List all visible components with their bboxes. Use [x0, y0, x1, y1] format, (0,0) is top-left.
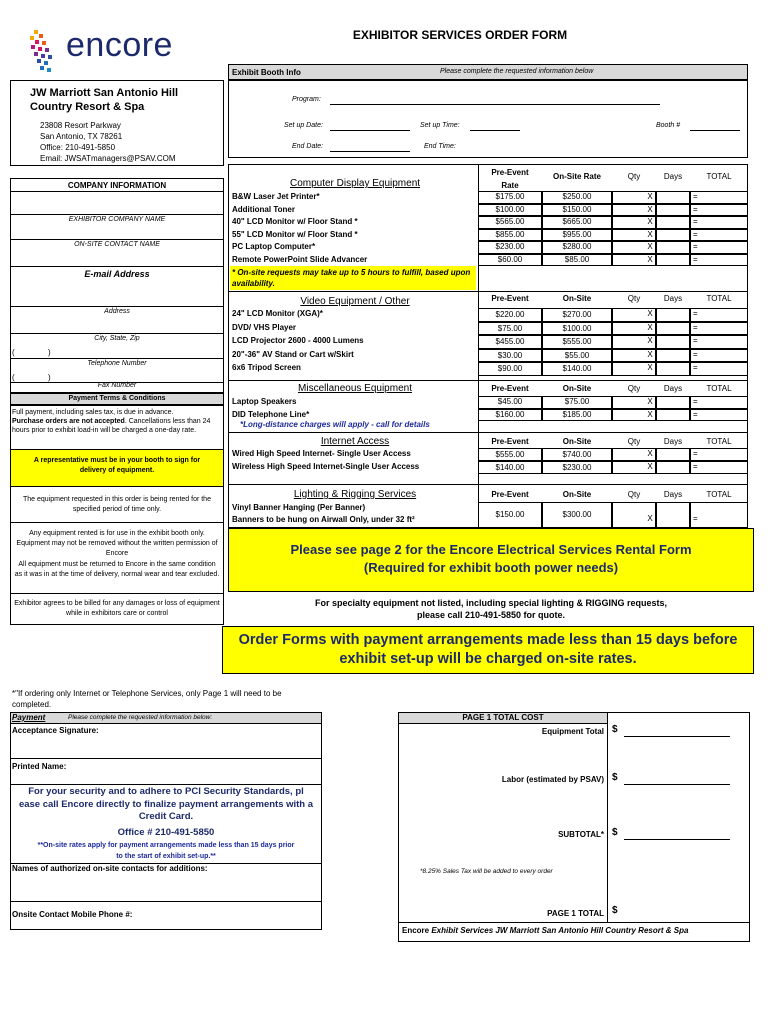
pre-event-price: $100.00	[478, 204, 542, 217]
payment-office-phone: Office # 210-491-5850	[117, 827, 215, 838]
totals-heading: PAGE 1 TOTAL COST	[462, 713, 544, 722]
onsite-price: $740.00	[542, 448, 612, 461]
footer-venue: Encore Exhibit Services JW Marriott San Antonio Hill Country Resort & Spa	[402, 926, 689, 935]
booth-number-field[interactable]	[690, 130, 740, 131]
days-input[interactable]	[656, 362, 690, 376]
pre-event-price: $45.00	[478, 396, 542, 409]
lighting-pre-price: $150.00	[478, 502, 542, 528]
equipment-item-name: 40" LCD Monitor w/ Floor Stand *	[232, 217, 358, 226]
internet-days-header: Days	[663, 437, 683, 446]
equipment-item-name: Additional Toner	[232, 204, 295, 214]
eq-mark: =	[693, 363, 698, 372]
equipment-item-name: PC Laptop Computer*	[232, 242, 316, 251]
city-field[interactable]	[10, 333, 224, 334]
lighting-item-line-1: Vinyl Banner Hanging (Per Banner)	[232, 503, 366, 512]
total-cell	[690, 335, 748, 349]
authorized-contacts-label: Names of authorized on-site contacts for additions:	[12, 864, 208, 873]
lighting-x-mark: X	[647, 514, 653, 523]
video-total-header: TOTAL	[706, 294, 732, 303]
booth-info-instruction: Please complete the requested information below	[440, 68, 594, 75]
total-header: TOTAL	[706, 172, 732, 181]
total-cell	[690, 216, 748, 229]
end-time-label: End Time:	[424, 143, 456, 150]
pre-event-price: $855.00	[478, 229, 542, 242]
lighting-section-title: Lighting & Rigging Services	[293, 489, 417, 500]
days-input[interactable]	[656, 241, 690, 254]
payment-instruction: Please complete the requested information below:	[68, 714, 213, 721]
page-total-dollar: $	[612, 905, 618, 916]
total-cell	[690, 461, 748, 474]
telephone-field[interactable]	[10, 358, 224, 359]
x-mark: X	[647, 254, 653, 264]
total-cell	[690, 254, 748, 267]
total-cell	[690, 241, 748, 254]
onsite-price: $955.00	[542, 229, 612, 242]
video-qty-header: Qty	[627, 294, 641, 303]
days-input[interactable]	[656, 229, 690, 242]
labor-dollar: $	[612, 772, 618, 783]
days-input[interactable]	[656, 308, 690, 322]
company-info-heading: COMPANY INFORMATION	[67, 181, 167, 190]
video-onsite-header: On-Site	[562, 294, 592, 303]
x-mark: X	[647, 363, 653, 372]
booth-info-label: Exhibit Booth Info	[232, 68, 301, 77]
onsite-price: $250.00	[542, 191, 612, 204]
eq-mark: =	[693, 309, 698, 318]
equipment-item-name: Remote PowerPoint Slide Advancer	[232, 254, 368, 264]
labor-label: Labor (estimated by PSAV)	[501, 775, 604, 784]
eq-mark: =	[693, 397, 698, 406]
tax-note: *8.25% Sales Tax will be added to every order	[420, 868, 553, 875]
equipment-total-label: Equipment Total	[541, 727, 604, 736]
security-note: For your security and to adhere to PCI Security Standards, pl ease call Encore directly to finalize payment arrangements with a Credit Card.	[18, 786, 314, 822]
equipment-item-name: Wireless High Speed Internet-Single User Access	[232, 462, 420, 471]
pre-event-price: $455.00	[478, 335, 542, 349]
computer-note: * On-site requests may take up to 5 hours to fulfill, based upon availability.	[232, 268, 471, 288]
equipment-item-name: LCD Projector 2600 - 4000 Lumens	[232, 336, 364, 345]
internet-total-header: TOTAL	[706, 437, 732, 446]
fax-label: Fax Number	[97, 382, 137, 389]
signature-field[interactable]	[10, 758, 322, 759]
lighting-days-header: Days	[663, 490, 683, 499]
eq-mark: =	[693, 409, 698, 419]
x-mark: X	[647, 397, 653, 406]
email-label: E-mail Address	[84, 269, 150, 279]
x-mark: X	[647, 229, 653, 239]
subtotal-field[interactable]	[624, 839, 730, 840]
use-note: Any equipment rented is for use in the exhibit booth only. Equipment may not be removed without the written permission of Encore	[16, 530, 218, 557]
venue-name: JW Marriott San Antonio Hill Country Resort & Spa	[30, 87, 179, 113]
video-section-title: Video Equipment / Other	[300, 296, 410, 307]
misc-note: *Long-distance charges will apply - call for details	[240, 420, 430, 429]
pre-event-price: $30.00	[478, 349, 542, 363]
misc-section-title: Miscellaneous Equipment	[298, 383, 412, 394]
terms-heading: Payment Terms & Conditions	[68, 395, 166, 402]
eq-mark: =	[693, 204, 698, 214]
onsite-price: $185.00	[542, 409, 612, 422]
program-label: Program:	[292, 96, 321, 103]
days-input[interactable]	[656, 191, 690, 204]
onsite-price: $75.00	[542, 396, 612, 409]
total-cell	[690, 448, 748, 461]
onsite-price: $230.00	[542, 461, 612, 474]
lighting-total-header: TOTAL	[706, 490, 732, 499]
rep-note: A representative must be in your booth to sign for delivery of equipment.	[33, 457, 201, 474]
internet-qty-header: Qty	[627, 437, 641, 446]
lighting-days-input[interactable]	[656, 502, 690, 528]
total-cell	[690, 308, 748, 322]
specialty-note-2: please call 210-491-5850 for quote.	[416, 610, 566, 620]
printed-name-label: Printed Name:	[12, 762, 67, 771]
days-input[interactable]	[656, 409, 690, 422]
electrical-notice-1: Please see page 2 for the Encore Electrical Services Rental Form	[290, 542, 692, 557]
equipment-item-name: 20"-36" AV Stand or Cart w/Skirt	[232, 349, 354, 359]
end-date-label: End Date:	[292, 143, 324, 150]
lighting-onsite-header: On-Site	[562, 490, 592, 499]
end-date-field[interactable]	[330, 151, 410, 152]
terms-text-1: Full payment, including sales tax, is due in advance.	[12, 409, 174, 416]
page-title: EXHIBITOR SERVICES ORDER FORM	[352, 28, 568, 42]
onsite-price: $85.00	[542, 254, 612, 267]
subtotal-dollar: $	[612, 827, 618, 838]
pre-event-price: $75.00	[478, 322, 542, 336]
terms-text-2: Purchase orders are not accepted. Cancellations less than 24 hours prior to exhibit load-in will be charged a one-day rate.	[12, 418, 211, 434]
page-total-label: PAGE 1 TOTAL	[547, 909, 604, 918]
city-label: City, State, Zip	[94, 335, 140, 342]
x-mark: X	[647, 309, 653, 318]
fax-paren-open: (	[12, 373, 15, 382]
onsite-price: $555.00	[542, 335, 612, 349]
video-pre-event-header: Pre-Event	[491, 294, 529, 303]
days-input[interactable]	[656, 204, 690, 217]
days-input[interactable]	[656, 216, 690, 229]
x-mark: X	[647, 349, 653, 359]
eq-mark: =	[693, 217, 698, 226]
lighting-onsite-price: $300.00	[542, 502, 612, 528]
pre-event-price: $175.00	[478, 191, 542, 204]
internet-pre-event-header: Pre-Event	[491, 437, 529, 446]
days-input[interactable]	[656, 349, 690, 363]
x-mark: X	[647, 462, 653, 471]
equipment-item-name: Laptop Speakers	[232, 397, 297, 406]
subtotal-label: SUBTOTAL*	[558, 830, 604, 839]
fax-paren-close: )	[48, 373, 51, 382]
encore-logo-text: encore	[66, 26, 173, 64]
encore-logo-mark	[28, 28, 68, 78]
total-cell	[690, 191, 748, 204]
x-mark: X	[647, 242, 653, 251]
x-mark: X	[647, 449, 653, 458]
x-mark: X	[647, 204, 653, 214]
onsite-price: $100.00	[542, 322, 612, 336]
payment-label: Payment	[12, 713, 46, 722]
totals-box	[398, 712, 750, 942]
equipment-item-name: DID Telephone Line*	[232, 409, 310, 419]
x-mark: X	[647, 336, 653, 345]
pre-event-price: $555.00	[478, 448, 542, 461]
lighting-qty-header: Qty	[627, 490, 641, 499]
onsite-rates-note: **On-site rates apply for payment arrangements made less than 15 days prior to the start of exhibit set-up.**	[37, 842, 295, 860]
misc-total-header: TOTAL	[706, 384, 732, 393]
venue-address: 23808 Resort Parkway	[40, 121, 121, 130]
booth-number-label: Booth #	[656, 122, 681, 129]
onsite-price: $140.00	[542, 362, 612, 376]
eq-mark: =	[693, 192, 698, 201]
eq-mark: =	[693, 462, 698, 471]
onsite-price: $280.00	[542, 241, 612, 254]
return-note: All equipment must be returned to Encore in the same condition as it was in at the time of delivery, normal wear and tear excluded.	[14, 561, 220, 578]
pre-event-price: $140.00	[478, 461, 542, 474]
pre-event-price: $90.00	[478, 362, 542, 376]
setup-date-field[interactable]	[330, 130, 410, 131]
x-mark: X	[647, 322, 653, 332]
late-order-notice-1: Order Forms with payment arrangements made less than 15 days before	[238, 632, 738, 648]
total-cell	[690, 362, 748, 376]
x-mark: X	[647, 409, 653, 419]
phone-paren-close: )	[48, 348, 51, 357]
setup-time-label: Set up Time:	[420, 122, 460, 129]
internet-section-title: Internet Access	[320, 436, 390, 447]
internet-only-note: *"If ordering only Internet or Telephone Services, only Page 1 will need to be completed.	[12, 689, 282, 709]
equipment-item-name: B&W Laser Jet Printer*	[232, 192, 320, 201]
equipment-item-name: 55" LCD Monitor w/ Floor Stand *	[232, 229, 358, 239]
venue-office: Office: 210-491-5850	[40, 143, 116, 152]
lighting-total-cell	[690, 502, 748, 528]
misc-onsite-header: On-Site	[562, 384, 592, 393]
onsite-price: $665.00	[542, 216, 612, 229]
venue-email: Email: JWSATmanagers@PSAV.COM	[40, 154, 176, 163]
eq-mark: =	[693, 229, 698, 239]
exhibitor-name-field[interactable]	[10, 214, 224, 215]
days-input[interactable]	[656, 254, 690, 267]
specialty-note-1: For specialty equipment not listed, including special lighting & RIGGING requests,	[314, 598, 668, 608]
rented-note: The equipment requested in this order is being rented for the specified period of time only.	[23, 496, 211, 513]
eq-mark: =	[693, 336, 698, 345]
misc-pre-event-header: Pre-Event	[491, 384, 529, 393]
days-input[interactable]	[656, 461, 690, 474]
exhibitor-name-label: EXHIBITOR COMPANY NAME	[68, 216, 166, 223]
total-cell	[690, 204, 748, 217]
pre-event-price: $160.00	[478, 409, 542, 422]
misc-qty-header: Qty	[627, 384, 641, 393]
damages-note: Exhibitor agrees to be billed for any damages or loss of equipment while in exhibitors care or control	[14, 600, 220, 617]
total-cell	[690, 349, 748, 363]
onsite-price: $55.00	[542, 349, 612, 363]
labor-field[interactable]	[624, 784, 730, 785]
total-cell	[690, 409, 748, 422]
address-field[interactable]	[10, 306, 224, 307]
venue-city: San Antonio, TX 78261	[40, 132, 123, 141]
pre-event-price: $230.00	[478, 241, 542, 254]
internet-onsite-header: On-Site	[562, 437, 592, 446]
misc-days-header: Days	[663, 384, 683, 393]
pre-event-price: $60.00	[478, 254, 542, 267]
equipment-dollar: $	[612, 724, 618, 735]
eq-mark: =	[693, 449, 698, 458]
telephone-label: Telephone Number	[87, 360, 147, 367]
days-input[interactable]	[656, 396, 690, 409]
total-cell	[690, 322, 748, 336]
onsite-rate-header: On-Site Rate	[552, 172, 601, 181]
qty-header: Qty	[627, 172, 641, 181]
mobile-phone-label: Onsite Contact Mobile Phone #:	[12, 910, 133, 919]
setup-time-field[interactable]	[470, 130, 520, 131]
total-cell	[690, 229, 748, 242]
authorized-contacts-field[interactable]	[10, 901, 322, 902]
printed-name-field[interactable]	[10, 784, 322, 785]
setup-date-label: Set up Date:	[284, 122, 323, 129]
phone-paren-open: (	[12, 348, 15, 357]
onsite-contact-label: ON-SITE CONTACT NAME	[74, 241, 160, 248]
total-cell	[690, 396, 748, 409]
equipment-item-name: Wired High Speed Internet- Single User Access	[232, 449, 411, 458]
terms-box	[10, 405, 224, 625]
x-mark: X	[647, 217, 653, 226]
days-header: Days	[663, 172, 683, 181]
program-field[interactable]	[330, 104, 660, 105]
pre-event-price: $565.00	[478, 216, 542, 229]
eq-mark: =	[693, 322, 698, 332]
x-mark: X	[647, 192, 653, 201]
lighting-pre-event-header: Pre-Event	[491, 490, 529, 499]
days-input[interactable]	[656, 335, 690, 349]
days-input[interactable]	[656, 322, 690, 336]
signature-label: Acceptance Signature:	[12, 726, 99, 735]
onsite-price: $270.00	[542, 308, 612, 322]
video-days-header: Days	[663, 294, 683, 303]
equipment-item-name: DVD/ VHS Player	[232, 322, 297, 332]
equipment-item-name: 6x6 Tripod Screen	[232, 363, 301, 372]
pre-event-price: $220.00	[478, 308, 542, 322]
equipment-item-name: 24" LCD Monitor (XGA)*	[232, 309, 323, 318]
onsite-contact-field[interactable]	[10, 239, 224, 240]
electrical-notice-2: (Required for exhibit booth power needs)	[363, 560, 619, 575]
lighting-eq-mark: =	[693, 514, 698, 523]
lighting-item-line-2: Banners to be hung on Airwall Only, under 32 ft²	[232, 515, 415, 524]
pre-event-rate-header: Pre-Event Rate	[491, 168, 529, 190]
onsite-price: $150.00	[542, 204, 612, 217]
eq-mark: =	[693, 349, 698, 359]
address-label: Address	[104, 308, 130, 315]
computer-section-title: Computer Display Equipment	[289, 178, 421, 189]
eq-mark: =	[693, 242, 698, 251]
late-order-notice-2: exhibit set-up will be charged on-site rates.	[339, 651, 637, 667]
eq-mark: =	[693, 254, 698, 264]
equipment-total-field[interactable]	[624, 736, 730, 737]
days-input[interactable]	[656, 448, 690, 461]
